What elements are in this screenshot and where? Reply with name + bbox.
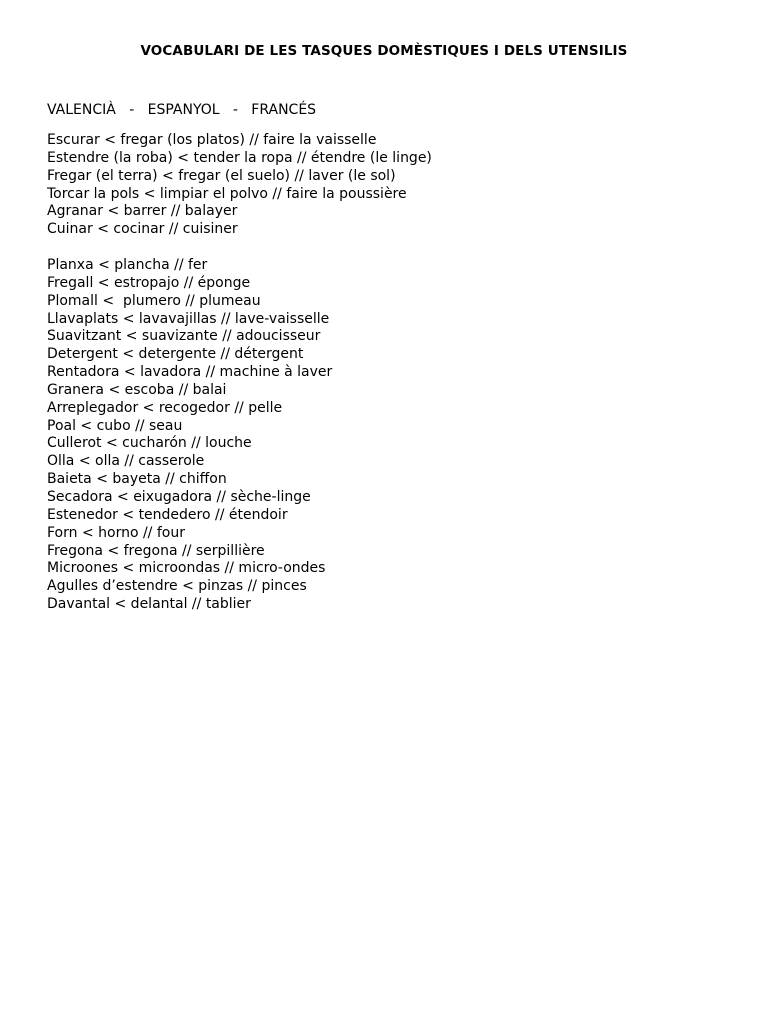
list-item: Estendre (la roba) < tender la ropa // étendre (le linge) [47, 149, 432, 166]
list-item: Fregar (el terra) < fregar (el suelo) // laver (le sol) [47, 167, 396, 184]
tasks-vocabulary-list [47, 132, 432, 239]
list-item: Llavaplats < lavavajillas // lave-vaisselle [47, 310, 330, 327]
list-item: Granera < escoba // balai [47, 381, 227, 398]
list-item: Cuinar < cocinar // cuisiner [47, 221, 238, 238]
list-item: Secadora < eixugadora // sèche-linge [47, 488, 311, 505]
list-item: Agranar < barrer // balayer [47, 203, 238, 220]
list-item: Escurar < fregar (los platos) // faire la vaisselle [47, 132, 377, 148]
list-item: Forn < horno // four [47, 524, 185, 541]
list-item: Baieta < bayeta // chiffon [47, 471, 227, 488]
list-item: Suavitzant < suavizante // adoucisseur [47, 328, 321, 345]
list-item: Cullerot < cucharón // louche [47, 435, 252, 452]
page-title: VOCABULARI DE LES TASQUES DOMÈSTIQUES I DELS UTENSILIS [140, 43, 628, 59]
list-item: Olla < olla // casserole [47, 453, 205, 470]
list-item: Davantal < delantal // tablier [47, 596, 251, 613]
list-item: Estenedor < tendedero // étendoir [47, 506, 288, 523]
list-item: Poal < cubo // seau [47, 417, 183, 434]
list-item: Torcar la pols < limpiar el polvo // faire la poussière [47, 185, 407, 202]
list-item: Fregona < fregona // serpillière [47, 542, 265, 559]
languages-header: VALENCIÀ - ESPANYOL - FRANCÉS [47, 102, 317, 118]
list-item: Fregall < estropajo // éponge [47, 274, 251, 291]
list-item: Detergent < detergente // détergent [47, 346, 304, 363]
list-item: Rentadora < lavadora // machine à laver [47, 364, 333, 381]
list-item: Arreplegador < recogedor // pelle [47, 399, 283, 416]
list-item: Agulles d’estendre < pinzas // pinces [47, 578, 307, 595]
list-item: Planxa < plancha // fer [47, 257, 208, 273]
list-item: Plomall < plumero // plumeau [47, 292, 261, 309]
utensils-vocabulary-list [47, 257, 332, 614]
list-item: Microones < microondas // micro-ondes [47, 560, 326, 577]
